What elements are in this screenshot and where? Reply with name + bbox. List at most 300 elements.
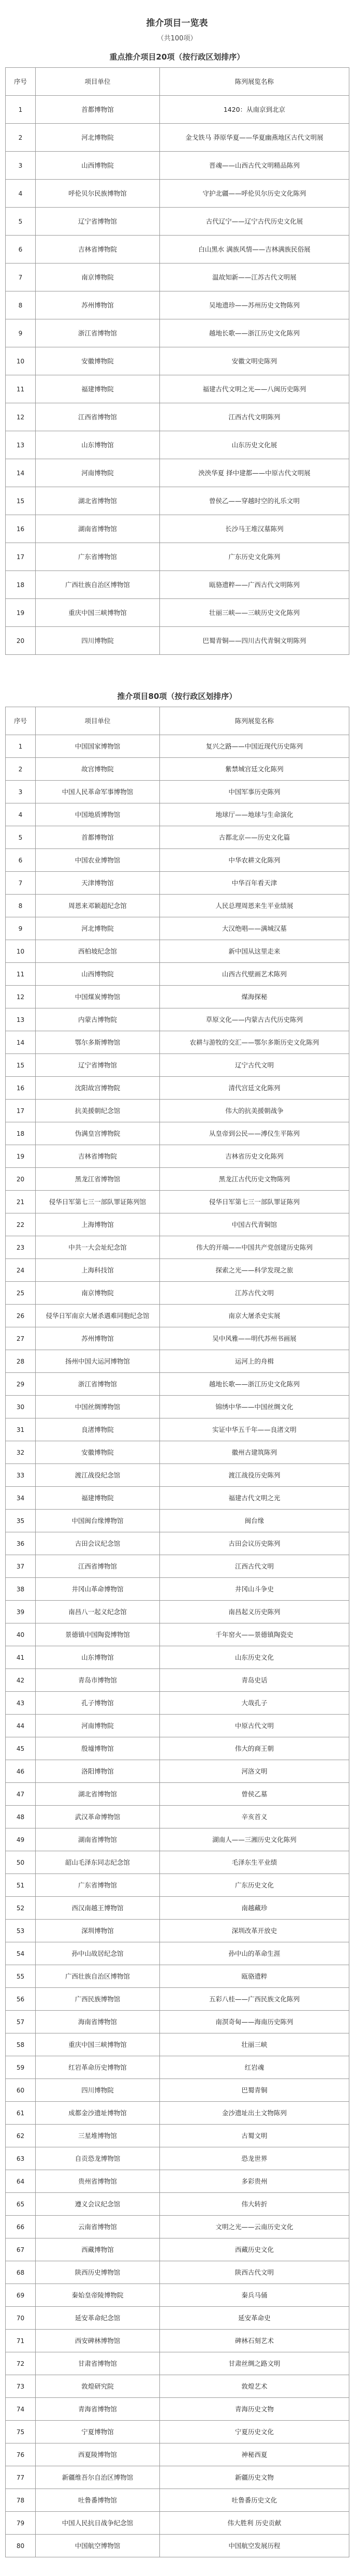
table-row (6, 1851, 349, 1874)
row-unit: 山西博物院 (36, 152, 160, 180)
row-unit: 重庆中国三峡博物馆 (36, 2033, 160, 2056)
table-row (6, 986, 349, 1008)
row-index: 74 (6, 2398, 36, 2421)
row-project: 瓯骆遗粹——广西古代文明陈列 (160, 571, 349, 599)
row-unit: 红岩革命历史博物馆 (36, 2056, 160, 2079)
row-project: 吴地遗珍——苏州历史文物陈列 (160, 291, 349, 319)
row-unit: 河北博物院 (36, 917, 160, 940)
row-unit: 景德镇中国陶瓷博物馆 (36, 1623, 160, 1646)
table-row (6, 1737, 349, 1760)
row-unit: 吐鲁番博物馆 (36, 2489, 160, 2512)
table-row (6, 2421, 349, 2443)
row-project: 中原古代文明 (160, 1715, 349, 1737)
row-project: 吐鲁番历史文化 (160, 2489, 349, 2512)
row-project: 河洛文明 (160, 1760, 349, 1783)
row-project: 温故知新——江苏古代文明展 (160, 264, 349, 291)
row-unit: 江西省博物馆 (36, 1555, 160, 1578)
row-unit: 洛阳博物馆 (36, 1760, 160, 1783)
row-index: 52 (6, 1897, 36, 1920)
row-unit: 湖北省博物馆 (36, 487, 160, 515)
table-row (6, 1692, 349, 1715)
row-unit: 上海科技馆 (36, 1259, 160, 1282)
row-unit: 秦始皇帝陵博物院 (36, 2284, 160, 2307)
row-unit: 侵华日军第七三一部队罪证陈列馆 (36, 1191, 160, 1213)
table-row (6, 124, 349, 152)
header-project: 陈列展览名称 (160, 68, 349, 96)
table-row (6, 2102, 349, 2125)
table-row (6, 2352, 349, 2375)
row-index: 53 (6, 1920, 36, 1942)
row-project: 探索之光——科学发现之旅 (160, 1259, 349, 1282)
row-unit: 辽宁省博物馆 (36, 208, 160, 236)
row-project: 文明之光——云南历史文化 (160, 2216, 349, 2238)
section1-table (5, 67, 349, 655)
table-row (6, 1874, 349, 1897)
row-index: 29 (6, 1373, 36, 1396)
section1-title: 重点推介项目20项（按行政区划排序） (109, 52, 245, 62)
row-index: 21 (6, 1191, 36, 1213)
row-index: 39 (6, 1601, 36, 1623)
row-project: 南越藏珍 (160, 1897, 349, 1920)
row-index: 46 (6, 1760, 36, 1783)
row-index: 20 (6, 627, 36, 655)
table-row (6, 403, 349, 431)
row-project: 毛泽东生平业绩 (160, 1851, 349, 1874)
row-unit: 安徽博物院 (36, 1441, 160, 1464)
header-index: 序号 (6, 68, 36, 96)
table-row (6, 735, 349, 758)
row-project: 曾侯乙墓 (160, 1783, 349, 1806)
section1-table-body (6, 96, 349, 655)
row-unit: 湖南省博物馆 (36, 515, 160, 543)
row-project: 壮丽三峡——三峡历史文化陈列 (160, 599, 349, 627)
table-row (6, 1145, 349, 1168)
row-project: 新中国从这里走来 (160, 940, 349, 963)
table-header-row (6, 68, 349, 96)
row-index: 68 (6, 2261, 36, 2284)
row-unit: 吉林省博物院 (36, 236, 160, 264)
row-project: 金戈铁马 莽原华夏——华夏幽燕地区古代文明展 (160, 124, 349, 152)
table-row (6, 1783, 349, 1806)
row-index: 65 (6, 2193, 36, 2216)
row-index: 44 (6, 1715, 36, 1737)
row-unit: 云南省博物馆 (36, 2216, 160, 2238)
row-unit: 中国人民抗日战争纪念馆 (36, 2512, 160, 2535)
row-project: 陕西古代文明 (160, 2261, 349, 2284)
row-index: 50 (6, 1851, 36, 1874)
row-unit: 南京博物院 (36, 1282, 160, 1305)
row-index: 7 (6, 264, 36, 291)
table-row (6, 895, 349, 917)
table-row (6, 2216, 349, 2238)
table-row (6, 431, 349, 459)
row-unit: 深圳博物馆 (36, 1920, 160, 1942)
row-unit: 宁夏博物馆 (36, 2421, 160, 2443)
row-unit: 浙江省博物馆 (36, 319, 160, 347)
table-row (6, 1532, 349, 1555)
row-index: 8 (6, 291, 36, 319)
row-project: 古都北京——历史文化篇 (160, 826, 349, 849)
row-index: 32 (6, 1441, 36, 1464)
row-index: 43 (6, 1692, 36, 1715)
row-project: 地球厅——地球与生命演化 (160, 803, 349, 826)
row-unit: 湖北省博物馆 (36, 1783, 160, 1806)
table-row (6, 2398, 349, 2421)
row-index: 64 (6, 2170, 36, 2193)
row-index: 10 (6, 940, 36, 963)
table-row (6, 1669, 349, 1692)
table-row (6, 963, 349, 986)
table-row (6, 1760, 349, 1783)
table-row (6, 1054, 349, 1077)
row-project: 碑林石刻艺术 (160, 2330, 349, 2352)
row-unit: 青海省博物馆 (36, 2398, 160, 2421)
row-unit: 江西省博物馆 (36, 403, 160, 431)
row-unit: 西夏陵博物馆 (36, 2443, 160, 2466)
row-unit: 广西壮族自治区博物馆 (36, 1965, 160, 1988)
row-index: 14 (6, 1031, 36, 1054)
table-row (6, 2238, 349, 2261)
row-unit: 苏州博物馆 (36, 1327, 160, 1350)
row-index: 40 (6, 1623, 36, 1646)
row-index: 16 (6, 515, 36, 543)
row-index: 77 (6, 2466, 36, 2489)
row-unit: 山西博物院 (36, 963, 160, 986)
table-row (6, 826, 349, 849)
row-unit: 辽宁省博物馆 (36, 1054, 160, 1077)
table-row (6, 1236, 349, 1259)
row-index: 15 (6, 1054, 36, 1077)
row-index: 36 (6, 1532, 36, 1555)
table-row (6, 1441, 349, 1464)
table-row (6, 940, 349, 963)
page-title: 推介项目一览表 (146, 18, 208, 28)
row-project: 中华农耕文化陈列 (160, 849, 349, 872)
section-gap (0, 655, 354, 686)
table-row (6, 1418, 349, 1441)
row-index: 15 (6, 487, 36, 515)
row-index: 33 (6, 1464, 36, 1487)
row-index: 19 (6, 1145, 36, 1168)
row-unit: 中国航空博物馆 (36, 2535, 160, 2557)
table-row (6, 2056, 349, 2079)
row-project: 南溟奇甸——海南历史陈列 (160, 2011, 349, 2033)
row-index: 27 (6, 1327, 36, 1350)
row-unit: 抗美援朝纪念馆 (36, 1100, 160, 1122)
row-index: 75 (6, 2421, 36, 2443)
header-index: 序号 (6, 707, 36, 735)
row-unit: 内蒙古博物院 (36, 1008, 160, 1031)
row-index: 13 (6, 1008, 36, 1031)
row-index: 48 (6, 1806, 36, 1828)
row-unit: 湖南省博物馆 (36, 1828, 160, 1851)
row-project: 秦兵马俑 (160, 2284, 349, 2307)
row-project: 广东历史文化陈列 (160, 543, 349, 571)
row-project: 实证中华五千年——良渚文明 (160, 1418, 349, 1441)
row-index: 79 (6, 2512, 36, 2535)
row-unit: 河北博物院 (36, 124, 160, 152)
row-project: 敦煌艺术 (160, 2375, 349, 2398)
row-unit: 四川博物院 (36, 2079, 160, 2102)
table-row (6, 1578, 349, 1601)
table-row (6, 2261, 349, 2284)
table-row (6, 1828, 349, 1851)
row-unit: 中国地质博物馆 (36, 803, 160, 826)
row-index: 41 (6, 1646, 36, 1669)
row-unit: 首都博物馆 (36, 96, 160, 124)
row-project: 徽州古建筑陈列 (160, 1441, 349, 1464)
row-project: 紫禁城宫廷文化陈列 (160, 758, 349, 781)
row-project: 农耕与游牧的交汇——鄂尔多斯历史文化陈列 (160, 1031, 349, 1054)
table-row (6, 375, 349, 403)
row-index: 78 (6, 2489, 36, 2512)
table-row (6, 1122, 349, 1145)
row-index: 7 (6, 872, 36, 895)
row-project: 伟大的商王朝 (160, 1737, 349, 1760)
table-row (6, 152, 349, 180)
table-row (6, 2489, 349, 2512)
row-unit: 山东博物馆 (36, 431, 160, 459)
table-row (6, 515, 349, 543)
table-row (6, 1396, 349, 1418)
table-row (6, 803, 349, 826)
table-row (6, 1077, 349, 1100)
table-row (6, 2033, 349, 2056)
row-project: 吴中风雅——明代苏州书画展 (160, 1327, 349, 1350)
row-project: 江苏古代文明 (160, 1282, 349, 1305)
row-unit: 天津博物馆 (36, 872, 160, 895)
row-index: 18 (6, 571, 36, 599)
row-unit: 南昌八一起义纪念馆 (36, 1601, 160, 1623)
table-row (6, 1031, 349, 1054)
row-project: 伟大的抗美援朝战争 (160, 1100, 349, 1122)
row-index: 57 (6, 2011, 36, 2033)
header-unit: 项目单位 (36, 68, 160, 96)
section2-table (5, 707, 349, 2557)
row-unit: 孔子博物馆 (36, 1692, 160, 1715)
row-unit: 殷墟博物馆 (36, 1737, 160, 1760)
row-unit: 遵义会议纪念馆 (36, 2193, 160, 2216)
row-project: 新疆历史文物 (160, 2466, 349, 2489)
table-row (6, 2535, 349, 2557)
table-row (6, 1988, 349, 2011)
row-index: 13 (6, 431, 36, 459)
table-row (6, 758, 349, 781)
table-row (6, 319, 349, 347)
row-unit: 中国人民革命军事博物馆 (36, 781, 160, 803)
table-header-row (6, 707, 349, 735)
row-unit: 西藏博物馆 (36, 2238, 160, 2261)
row-project: 巴蜀青铜——四川古代青铜文明陈列 (160, 627, 349, 655)
row-index: 71 (6, 2330, 36, 2352)
table-row (6, 2170, 349, 2193)
row-unit: 延安革命纪念馆 (36, 2307, 160, 2330)
table-row (6, 1715, 349, 1737)
row-unit: 中国农业博物馆 (36, 849, 160, 872)
row-project: 巴蜀青铜 (160, 2079, 349, 2102)
table-row (6, 487, 349, 515)
row-project: 长沙马王堆汉墓陈列 (160, 515, 349, 543)
row-project: 泱泱华夏 择中建都——中原古代文明展 (160, 459, 349, 487)
row-index: 59 (6, 2056, 36, 2079)
row-index: 2 (6, 124, 36, 152)
row-unit: 武汉革命博物馆 (36, 1806, 160, 1828)
row-project: 深圳改革开放史 (160, 1920, 349, 1942)
table-row (6, 2193, 349, 2216)
table-row (6, 2466, 349, 2489)
row-unit: 广东省博物馆 (36, 543, 160, 571)
row-project: 大哉孔子 (160, 1692, 349, 1715)
row-index: 6 (6, 236, 36, 264)
row-project: 山东历史文化展 (160, 431, 349, 459)
row-index: 10 (6, 347, 36, 375)
row-project: 青岛史话 (160, 1669, 349, 1692)
row-project: 古田会议历史陈列 (160, 1532, 349, 1555)
row-index: 5 (6, 208, 36, 236)
row-unit: 青岛市博物馆 (36, 1669, 160, 1692)
row-index: 58 (6, 2033, 36, 2056)
row-index: 14 (6, 459, 36, 487)
row-project: 越地长歌——浙江历史文化陈列 (160, 319, 349, 347)
table-row (6, 849, 349, 872)
row-index: 2 (6, 758, 36, 781)
row-index: 28 (6, 1350, 36, 1373)
row-index: 1 (6, 96, 36, 124)
row-unit: 安徽博物院 (36, 347, 160, 375)
row-project: 辛亥首义 (160, 1806, 349, 1828)
row-project: 山西古代壁画艺术陈列 (160, 963, 349, 986)
row-unit: 扬州中国大运河博物馆 (36, 1350, 160, 1373)
row-index: 12 (6, 403, 36, 431)
row-project: 井冈山斗争史 (160, 1578, 349, 1601)
page-subtitle: （共100项） (157, 35, 197, 42)
table-row (6, 571, 349, 599)
row-index: 70 (6, 2307, 36, 2330)
table-row (6, 1555, 349, 1578)
table-row (6, 1920, 349, 1942)
row-project: 伟大胜利 历史贡献 (160, 2512, 349, 2535)
row-unit: 四川博物院 (36, 627, 160, 655)
row-project: 江西古代文明 (160, 1555, 349, 1578)
row-project: 从皇帝到公民——溥仪生平陈列 (160, 1122, 349, 1145)
table-row (6, 1327, 349, 1350)
row-index: 63 (6, 2147, 36, 2170)
row-index: 11 (6, 963, 36, 986)
table-row (6, 1464, 349, 1487)
row-unit: 伪满皇宫博物院 (36, 1122, 160, 1145)
row-unit: 贵州省博物馆 (36, 2170, 160, 2193)
row-project: 山东历史文化 (160, 1646, 349, 1669)
section2-title: 推介项目80项（按行政区划排序） (117, 692, 237, 701)
row-unit: 良渚博物院 (36, 1418, 160, 1441)
row-project: 1420：从南京到北京 (160, 96, 349, 124)
row-unit: 上海博物馆 (36, 1213, 160, 1236)
table-row (6, 1305, 349, 1327)
table-row (6, 2284, 349, 2307)
row-unit: 广西民族博物馆 (36, 1988, 160, 2011)
row-index: 17 (6, 543, 36, 571)
table-row (6, 2307, 349, 2330)
row-project: 锦绣中华——中国丝绸文化 (160, 1396, 349, 1418)
table-row (6, 264, 349, 291)
row-project: 古蜀文明 (160, 2125, 349, 2147)
table-row (6, 1008, 349, 1031)
row-project: 多彩贵州 (160, 2170, 349, 2193)
table-row (6, 1601, 349, 1623)
row-unit: 广西壮族自治区博物馆 (36, 571, 160, 599)
row-index: 35 (6, 1510, 36, 1532)
row-unit: 甘肃省博物馆 (36, 2352, 160, 2375)
table-row (6, 1942, 349, 1965)
row-project: 晋魂——山西古代文明精品陈列 (160, 152, 349, 180)
row-index: 80 (6, 2535, 36, 2557)
row-project: 草原文化——内蒙古古代历史陈列 (160, 1008, 349, 1031)
row-index: 24 (6, 1259, 36, 1282)
row-unit: 孙中山故居纪念馆 (36, 1942, 160, 1965)
row-index: 22 (6, 1213, 36, 1236)
row-project: 南昌起义历史陈列 (160, 1601, 349, 1623)
row-unit: 河南博物院 (36, 1715, 160, 1737)
table-row (6, 1168, 349, 1191)
row-unit: 中国国家博物馆 (36, 735, 160, 758)
table-row (6, 2147, 349, 2170)
row-unit: 古田会议纪念馆 (36, 1532, 160, 1555)
row-index: 37 (6, 1555, 36, 1578)
table-row (6, 96, 349, 124)
row-project: 越地长歌——浙江历史文化陈列 (160, 1373, 349, 1396)
table-row (6, 459, 349, 487)
row-project: 辽宁古代文明 (160, 1054, 349, 1077)
table-row (6, 1350, 349, 1373)
table-row (6, 1100, 349, 1122)
row-unit: 新疆维吾尔自治区博物馆 (36, 2466, 160, 2489)
row-index: 16 (6, 1077, 36, 1100)
table-row (6, 627, 349, 655)
row-index: 38 (6, 1578, 36, 1601)
table-row (6, 2512, 349, 2535)
table-row (6, 781, 349, 803)
table-row (6, 180, 349, 208)
row-unit: 福建博物院 (36, 1487, 160, 1510)
row-index: 49 (6, 1828, 36, 1851)
row-project: 江西古代文明陈列 (160, 403, 349, 431)
table-row (6, 2079, 349, 2102)
row-unit: 自贡恐龙博物馆 (36, 2147, 160, 2170)
table-row (6, 291, 349, 319)
row-project: 守护北疆——呼伦贝尔历史文化陈列 (160, 180, 349, 208)
row-unit: 周恩来邓颖超纪念馆 (36, 895, 160, 917)
row-index: 34 (6, 1487, 36, 1510)
row-index: 25 (6, 1282, 36, 1305)
row-unit: 韶山毛泽东同志纪念馆 (36, 1851, 160, 1874)
row-index: 9 (6, 917, 36, 940)
row-project: 中国航空发展历程 (160, 2535, 349, 2557)
row-unit: 苏州博物馆 (36, 291, 160, 319)
row-unit: 南京博物院 (36, 264, 160, 291)
row-unit: 山东博物馆 (36, 1646, 160, 1669)
row-project: 吉林省历史文化陈列 (160, 1145, 349, 1168)
row-project: 福建古代文明之光 (160, 1487, 349, 1510)
section2-table-body (6, 735, 349, 2557)
row-unit: 中国煤炭博物馆 (36, 986, 160, 1008)
row-project: 金沙遗址出土文物陈列 (160, 2102, 349, 2125)
header-project: 陈列展览名称 (160, 707, 349, 735)
table-row (6, 347, 349, 375)
row-index: 45 (6, 1737, 36, 1760)
row-index: 9 (6, 319, 36, 347)
row-unit: 敦煌研究院 (36, 2375, 160, 2398)
row-index: 26 (6, 1305, 36, 1327)
